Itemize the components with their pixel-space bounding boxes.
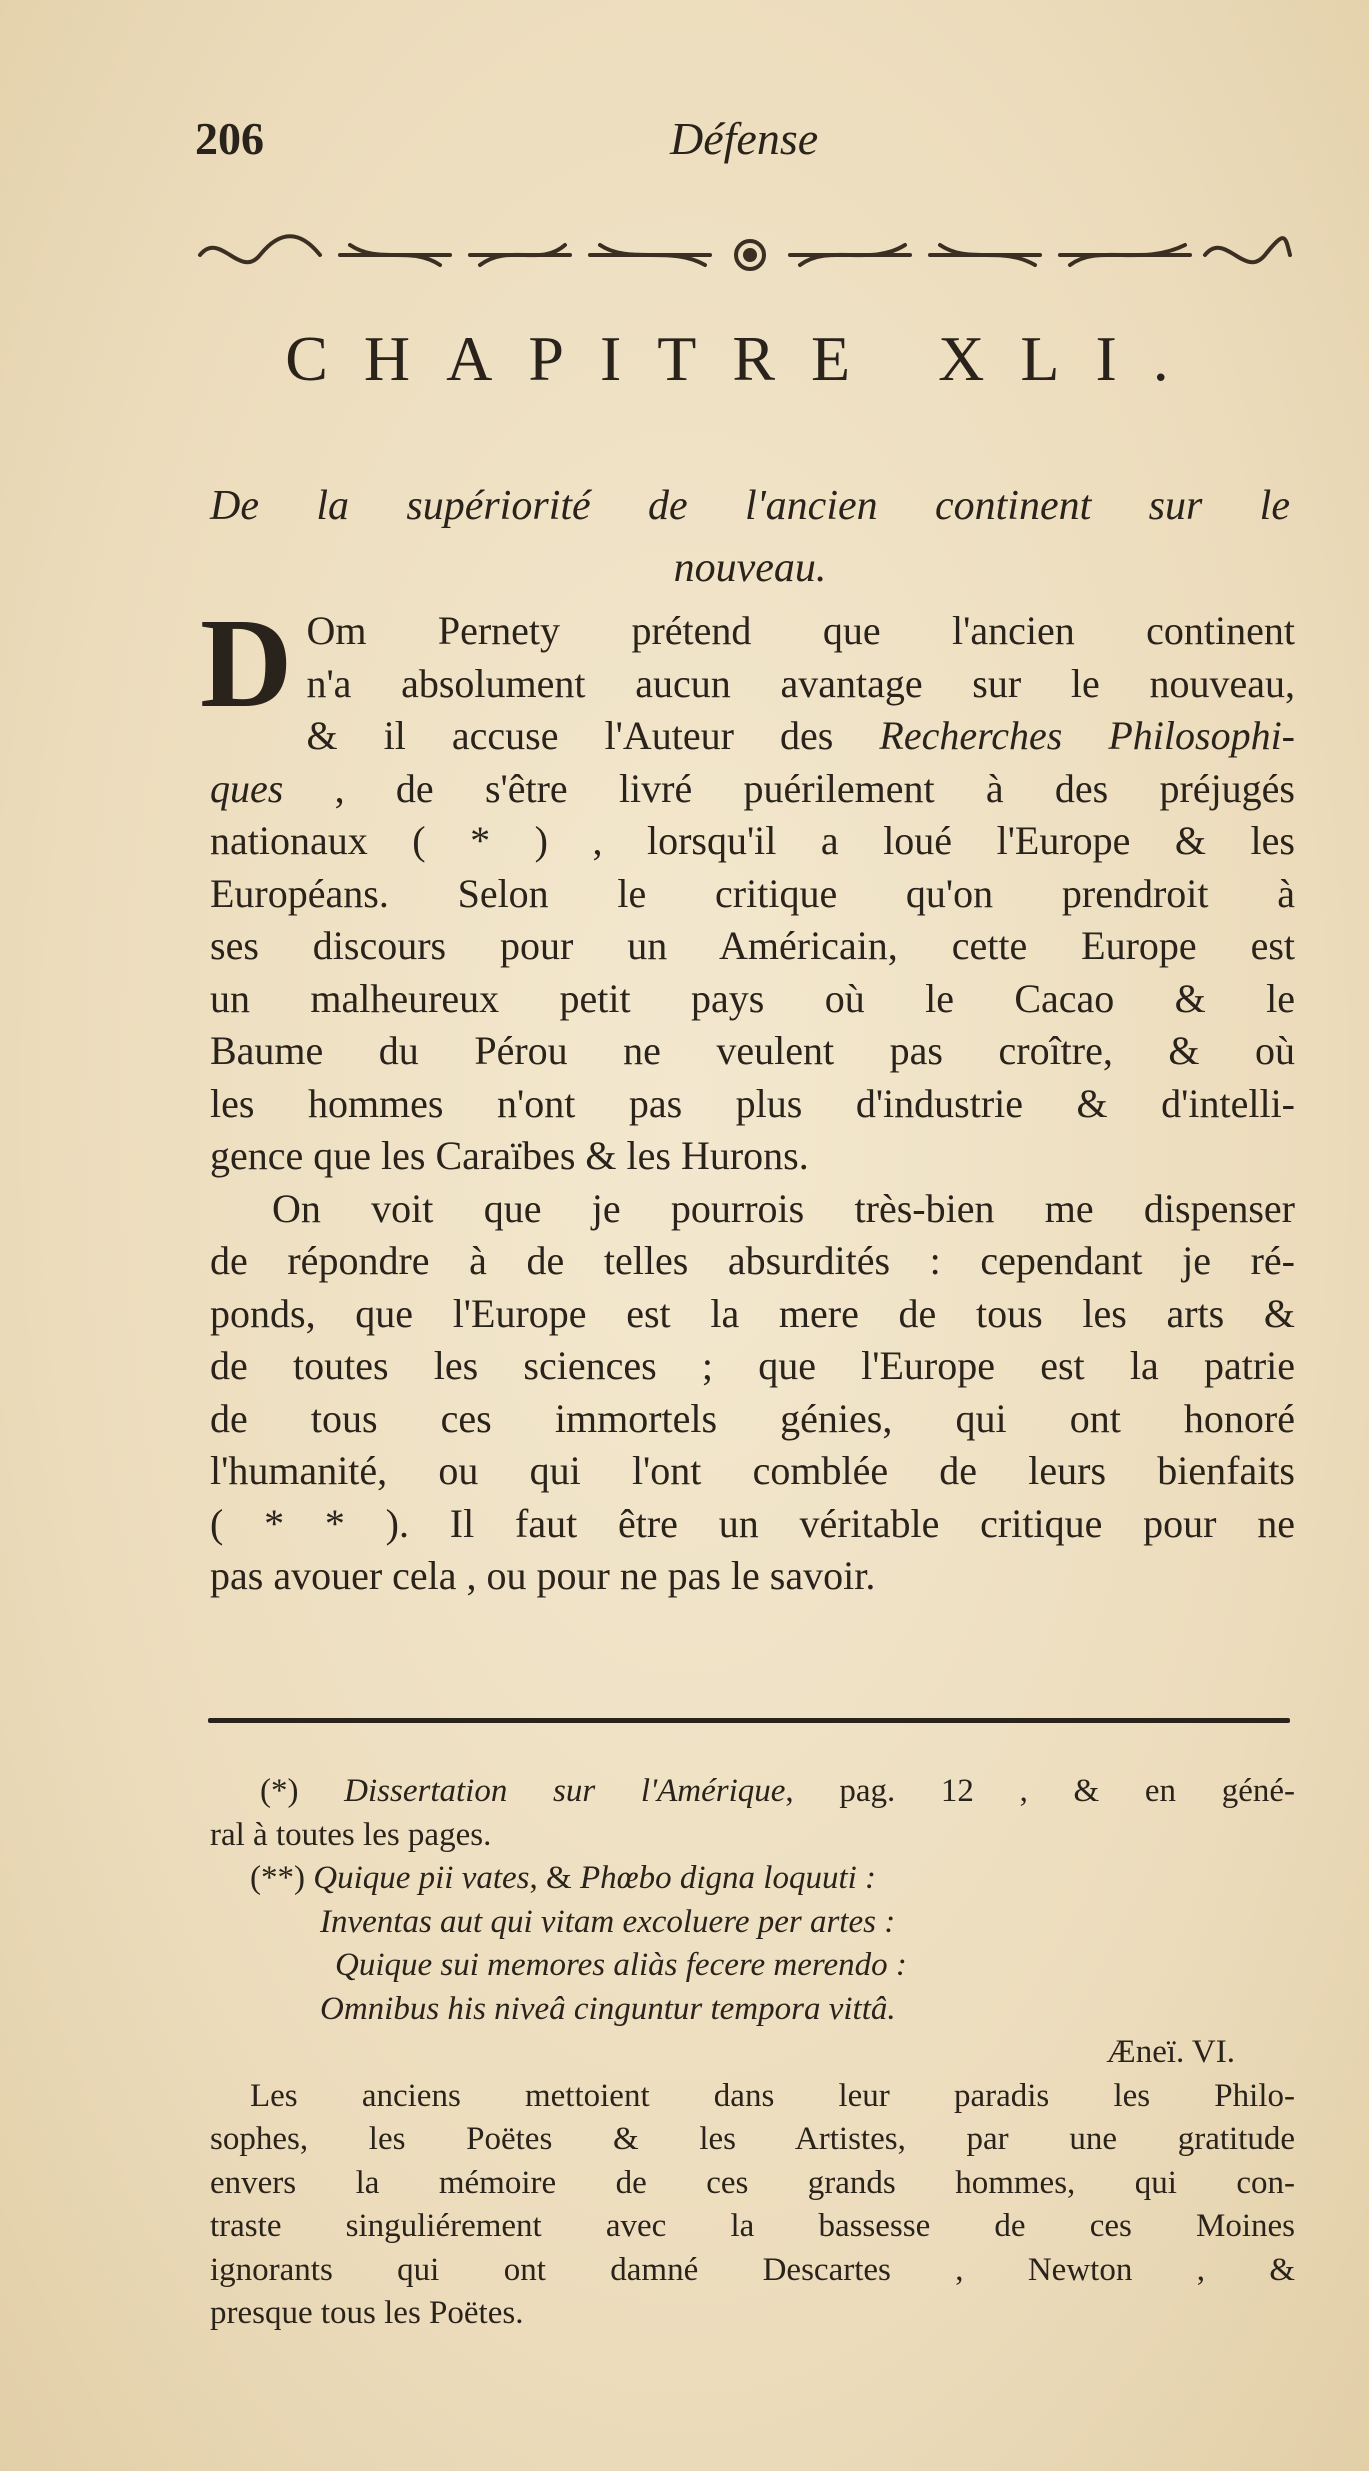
footnote-line: traste singuliérement avec la bassesse de ces Moines: [210, 2208, 1295, 2244]
text-line: nationaux ( * ) , lorsqu'il a loué l'Europe & les: [210, 818, 1295, 863]
text-line: les hommes n'ont pas plus d'industrie & d'intelli-: [210, 1080, 1295, 1126]
ornamental-band: [190, 225, 1295, 285]
chapter-subtitle: [210, 475, 1290, 599]
verse-source: Æneï. VI.: [1106, 2034, 1235, 2070]
footnote-verse: Inventas aut qui vitam excoluere per artes :: [320, 1903, 896, 1940]
footnote-line: (*) Dissertation sur l'Amérique, pag. 12 , & en géné-: [260, 1773, 1296, 1809]
text-line: Om Pernety prétend que l'ancien continent: [306, 608, 1295, 653]
text-line: un malheureux petit pays où le Cacao & le: [210, 975, 1295, 1021]
footnote-verse: Omnibus his niveâ cinguntur tempora vittâ.: [320, 1990, 896, 2027]
chapter-subtitle-line: De la supériorité de l'ancien continent sur le: [210, 483, 1290, 529]
footnote-line: ignorants qui ont damné Descartes , Newton , &: [210, 2251, 1295, 2288]
footnote-line: sophes, les Poëtes & les Artistes, par une gratitude: [210, 2121, 1295, 2157]
text-line: de tous ces immortels génies, qui ont honoré: [210, 1395, 1295, 1441]
chapter-body: [200, 592, 1296, 1603]
paragraph: [210, 1183, 1295, 1603]
text-line: & il accuse l'Auteur des Recherches Philosophi-: [306, 713, 1296, 758]
running-head: [195, 112, 1295, 182]
drop-cap: D: [200, 592, 293, 734]
paragraph: [200, 592, 1296, 1183]
text-line: l'humanité, ou qui l'ont comblée de leurs bienfaits: [210, 1448, 1295, 1493]
text-line: ses discours pour un Américain, cette Europe est: [210, 923, 1295, 968]
footnote-line: ral à toutes les pages.: [210, 1816, 492, 1853]
footnote-verse: Quique sui memores aliàs fecere merendo :: [335, 1947, 907, 1983]
chapter-subtitle-line: nouveau.: [673, 545, 827, 591]
text-line: On voit que je pourrois très-bien me dispenser: [272, 1185, 1295, 1231]
footnotes: [210, 1770, 1295, 2336]
text-line: de toutes les sciences ; que l'Europe est la patrie: [210, 1343, 1295, 1388]
text-line: n'a absolument aucun avantage sur le nouveau,: [306, 660, 1295, 706]
text-line: Européans. Selon le critique qu'on prendroit à: [210, 870, 1295, 916]
footnote-line: envers la mémoire de ces grands hommes, qui con-: [210, 2164, 1295, 2201]
footnote-line: Les anciens mettoient dans leur paradis les Philo-: [250, 2077, 1295, 2114]
text-line: ques , de s'être livré puérilement à des préjugés: [210, 765, 1295, 811]
page-number: 206: [195, 113, 264, 164]
text-line: ponds, que l'Europe est la mere de tous les arts &: [210, 1290, 1295, 1336]
text-line: pas avouer cela , ou pour ne pas le savoir.: [210, 1553, 876, 1598]
text-line: ( * * ). Il faut être un véritable critique pour ne: [210, 1500, 1295, 1546]
text-line: Baume du Pérou ne veulent pas croître, & où: [210, 1028, 1295, 1073]
running-title: Défense: [670, 113, 819, 164]
text-line: de répondre à de telles absurdités : cependant je ré-: [210, 1238, 1295, 1283]
text-line: gence que les Caraïbes & les Hurons.: [210, 1133, 809, 1178]
footnote-line: presque tous les Poëtes.: [210, 2295, 524, 2331]
chapter-title: CHAPITRE XLI.: [285, 323, 1205, 394]
footnote-rule: [208, 1718, 1290, 1723]
footnote-verse: (**) Quique pii vates, & Phœbo digna loquuti :: [250, 1860, 877, 1896]
